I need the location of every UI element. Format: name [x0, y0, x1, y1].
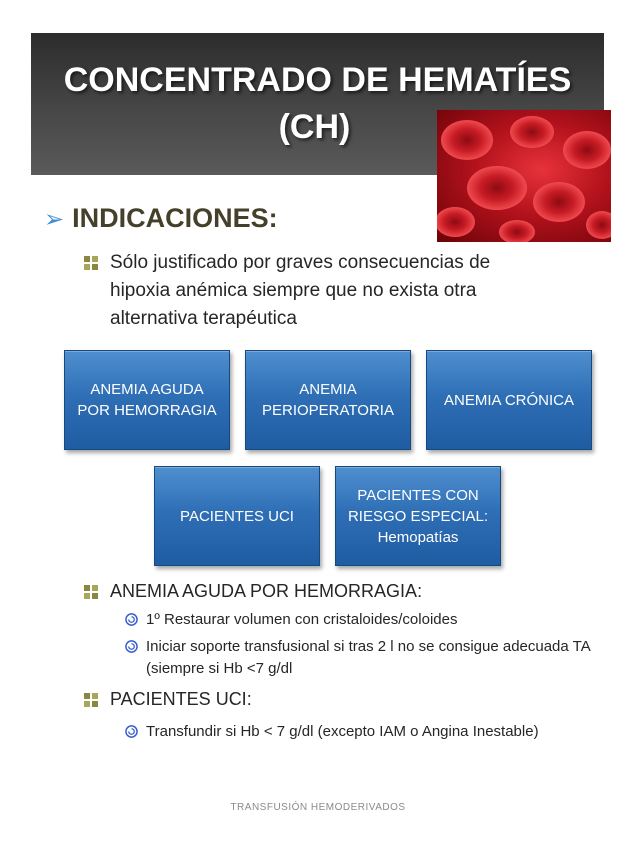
box-anemia-cronica — [426, 350, 592, 450]
indicaciones-heading — [44, 203, 278, 234]
list-item — [125, 721, 595, 743]
intro-bullet — [84, 249, 544, 333]
square-bullet-icon — [84, 693, 98, 707]
intro-text: Sólo justificado por graves consecuencias de hipoxia anémica siempre que no exista otra alternativa terapéutica — [110, 252, 491, 329]
square-bullet-icon — [84, 585, 98, 599]
box-riesgo-especial-sublabel: Hemopatías — [377, 528, 459, 546]
anemia-aguda-heading — [84, 581, 422, 602]
box-pacientes-uci-label: PACIENTES UCI — [180, 507, 294, 525]
title-line-2: (CH) — [278, 108, 351, 146]
list-item-text: 1º Restaurar volumen con cristaloides/coloides — [146, 611, 458, 628]
red-blood-cells-photo — [437, 110, 611, 242]
box-riesgo-especial-label: PACIENTES CON RIESGO ESPECIAL: — [347, 486, 489, 525]
list-item-text: Transfundir si Hb < 7 g/dl (excepto IAM o Angina Inestable) — [146, 723, 539, 740]
spiral-bullet-icon — [125, 725, 138, 738]
box-anemia-perioperatoria — [245, 350, 411, 450]
box-anemia-aguda — [64, 350, 230, 450]
spiral-bullet-icon — [125, 613, 138, 626]
list-item-text: Iniciar soporte transfusional si tras 2 l no se consigue adecuada TA (siempre si Hb <7 g/dl — [146, 638, 590, 677]
arrow-bullet-icon: ➢ — [44, 206, 65, 233]
anemia-aguda-heading-text: ANEMIA AGUDA POR HEMORRAGIA: — [110, 581, 423, 601]
box-riesgo-especial — [335, 466, 501, 566]
list-item — [125, 636, 595, 680]
slide-footer: TRANSFUSIÓN HEMODERIVADOS — [230, 802, 406, 813]
indicaciones-heading-text: INDICACIONES: — [72, 203, 278, 233]
box-pacientes-uci — [154, 466, 320, 566]
square-bullet-icon — [84, 256, 98, 270]
pacientes-uci-heading-text: PACIENTES UCI: — [110, 689, 252, 709]
spiral-bullet-icon — [125, 640, 138, 653]
list-item — [125, 609, 595, 631]
box-anemia-perioperatoria-label: ANEMIA PERIOPERATORIA — [262, 381, 394, 419]
box-anemia-aguda-label: ANEMIA AGUDA POR HEMORRAGIA — [77, 381, 217, 419]
title-line-1: CONCENTRADO DE HEMATÍES — [63, 61, 572, 99]
box-anemia-cronica-label: ANEMIA CRÓNICA — [443, 391, 575, 409]
pacientes-uci-heading — [84, 689, 252, 710]
